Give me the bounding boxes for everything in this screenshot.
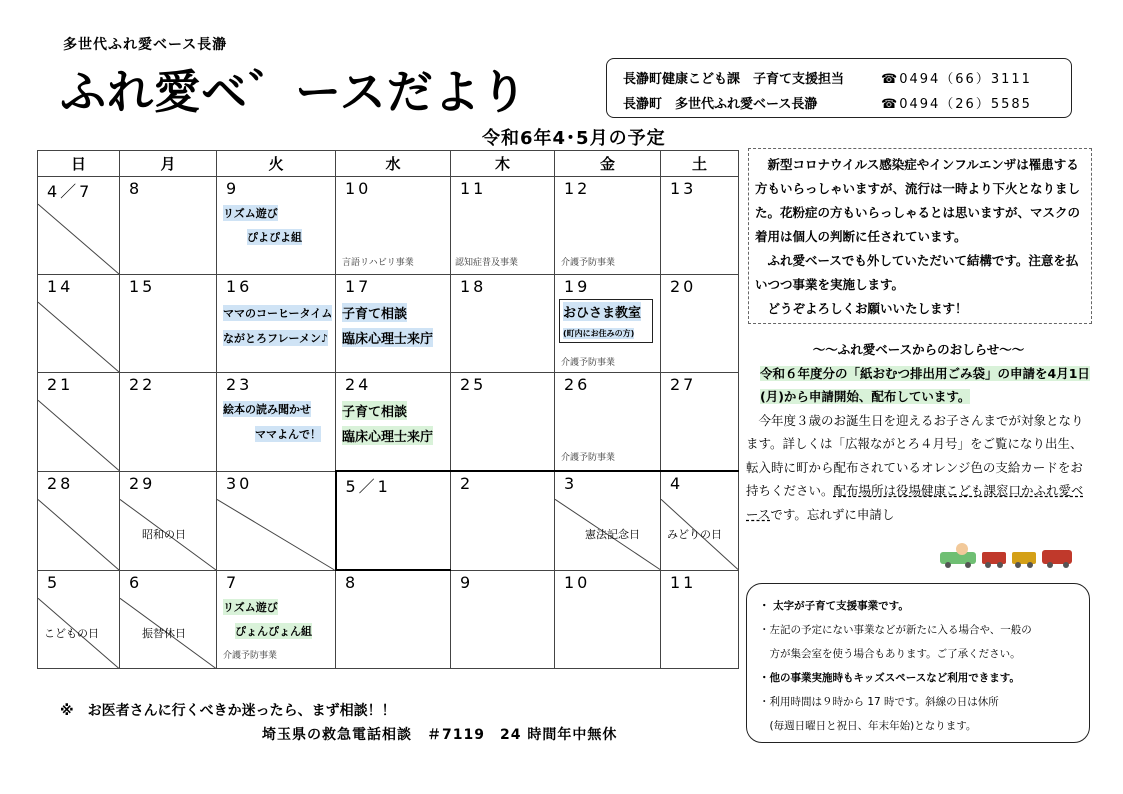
event-label: ながとろフレーメン♪ xyxy=(223,332,329,345)
day-number: 5 xyxy=(47,572,61,592)
holiday-label: 憲法記念日 xyxy=(585,528,640,541)
org-name: 多世代ふれ愛ベース長瀞 xyxy=(63,37,228,53)
day-number: 21 xyxy=(47,375,74,394)
day-number: 29 xyxy=(129,473,156,493)
day-cell xyxy=(38,275,120,373)
event-box xyxy=(559,299,653,343)
notice-text: 新型コロナウイルス感染症やインフルエンザは罹患する方もいらっしゃいますが、流行は一時より下火となりました。花粉症の方もいらっしゃるとは思いますが、マスクの着用は個人の判断に任されています。 xyxy=(755,157,1081,244)
contact-row xyxy=(623,65,1061,90)
day-cell xyxy=(217,177,336,275)
day-cell xyxy=(217,275,336,373)
day-number: 26 xyxy=(564,375,591,394)
day-cell xyxy=(38,373,120,472)
event-label: (町内にお住みの方) xyxy=(563,329,635,338)
day-cell xyxy=(336,570,451,669)
day-number: 19 xyxy=(564,277,591,296)
event-note: 介護予防事業 xyxy=(561,258,616,268)
holiday-label: こどもの日 xyxy=(44,626,99,640)
announcement-body xyxy=(746,409,1091,522)
notice-text: どうぞよろしくお願いいたします！ xyxy=(755,301,968,316)
day-number: 30 xyxy=(226,473,253,493)
day-number: 7 xyxy=(226,572,240,592)
weekday-header: 火 xyxy=(217,151,336,177)
day-number: 15 xyxy=(129,277,156,296)
event-label: 絵本の読み聞かせ xyxy=(223,403,311,416)
legend-item: ・利用時間は９時から 17 時です。斜線の日は休所 xyxy=(759,696,999,708)
day-cell xyxy=(38,570,120,669)
day-cell xyxy=(38,177,120,275)
calendar-week xyxy=(38,373,739,472)
day-cell xyxy=(120,177,217,275)
announcement-heading: 〜〜ふれ愛ベースからのおしらせ〜〜 xyxy=(812,342,1025,357)
day-cell xyxy=(451,471,555,570)
day-cell xyxy=(38,471,120,570)
day-number: 10 xyxy=(345,179,372,198)
day-cell xyxy=(451,177,555,275)
day-number: 16 xyxy=(226,277,253,296)
day-number: 14 xyxy=(47,277,74,296)
day-cell xyxy=(555,570,661,669)
calendar-week xyxy=(38,177,739,275)
event-label: リズム遊び xyxy=(223,600,278,614)
event-label: 子育て相談 xyxy=(342,401,407,420)
day-cell xyxy=(217,471,336,570)
day-cell xyxy=(120,471,217,570)
event-label: リズム遊び xyxy=(223,207,278,220)
day-cell xyxy=(120,373,217,472)
legend-box xyxy=(746,583,1090,743)
day-cell xyxy=(336,177,451,275)
holiday-label: 振替休日 xyxy=(142,626,186,640)
day-cell xyxy=(217,373,336,472)
weekday-header: 水 xyxy=(336,151,451,177)
legend-item: (毎週日曜日と祝日、年末年始)となります。 xyxy=(759,720,977,732)
day-number: 25 xyxy=(460,375,487,394)
contact-box xyxy=(606,58,1072,118)
day-number: 11 xyxy=(460,179,487,198)
announcement-text: 今年度３歳のお誕生日を迎えるお子さんまでが対象となります。詳しくは「広報ながとろ４月号」をご覧になり出生、転入時に町から配布されているオレンジ色の支給カードをお持ちください。 xyxy=(746,412,1084,498)
day-cell xyxy=(661,471,739,570)
event-label: ママよんで！ xyxy=(255,428,321,441)
day-cell xyxy=(661,275,739,373)
day-number: 13 xyxy=(670,179,697,198)
weekday-header: 金 xyxy=(555,151,661,177)
announcement-underlined: 配布場所は役場健康こども課窓口かふれ愛ベース xyxy=(746,483,1084,522)
holiday-label: みどりの日 xyxy=(667,528,722,541)
day-cell xyxy=(555,177,661,275)
announcement-section xyxy=(746,338,1091,522)
day-cell xyxy=(120,570,217,669)
day-number: 6 xyxy=(129,572,143,592)
notice-text: ふれ愛ベースでも外していただいて結構です。注意を払いつつ事業を実施します。 xyxy=(755,253,1079,292)
day-number: 3 xyxy=(564,474,578,493)
event-note: 介護予防事業 xyxy=(561,453,616,463)
calendar-week xyxy=(38,471,739,570)
newsletter-title: ふれ愛ベ゛ースだより xyxy=(60,65,528,119)
day-cell xyxy=(661,177,739,275)
day-number: 24 xyxy=(345,375,372,394)
day-cell xyxy=(661,570,739,669)
day-cell xyxy=(451,373,555,472)
announcement-text: です。忘れずに申請し xyxy=(770,506,895,522)
weekday-header-row xyxy=(38,151,739,177)
day-cell xyxy=(336,471,451,570)
day-cell xyxy=(217,570,336,669)
day-number: 12 xyxy=(564,179,591,198)
day-number: 28 xyxy=(47,473,74,493)
calendar-table xyxy=(37,150,739,669)
event-label: おひさま教室 xyxy=(563,302,641,321)
calendar-week xyxy=(38,570,739,669)
day-cell xyxy=(451,570,555,669)
day-number: 22 xyxy=(129,375,156,394)
contact-row xyxy=(623,90,1061,115)
weekday-header: 日 xyxy=(38,151,120,177)
day-cell xyxy=(555,471,661,570)
day-number: 27 xyxy=(670,375,697,394)
day-cell xyxy=(336,275,451,373)
event-label: ぴょんぴょん組 xyxy=(235,624,312,638)
contact-tel: ☎0494（66）3111 xyxy=(881,72,1032,87)
day-number: 9 xyxy=(460,572,474,592)
event-label: 子育て相談 xyxy=(342,303,407,322)
footer-note: ※ お医者さんに行くべきか迷ったら、まず相談！！ xyxy=(60,703,396,719)
day-cell xyxy=(661,373,739,472)
contact-name: 長瀞町 多世代ふれ愛ベース長瀞 xyxy=(623,97,818,112)
weekday-header: 土 xyxy=(661,151,739,177)
event-note: 介護予防事業 xyxy=(223,650,278,661)
legend-item: ・ 太字が子育て支援事業です。 xyxy=(759,600,909,612)
day-number: 4 xyxy=(670,474,684,493)
day-cell xyxy=(451,275,555,373)
contact-name: 長瀞町健康こども課 子育て支援担当 xyxy=(623,72,845,87)
day-number: 18 xyxy=(460,277,487,296)
event-label: ママのコーヒータイム xyxy=(223,307,333,320)
event-label: ぴよぴよ組 xyxy=(247,231,302,244)
event-note: 介護予防事業 xyxy=(561,358,616,368)
contact-tel: ☎0494（26）5585 xyxy=(881,97,1032,112)
footer-hotline: 埼玉県の救急電話相談 ＃7119 24 時間年中無休 xyxy=(262,727,618,743)
holiday-label: 昭和の日 xyxy=(142,527,186,541)
day-cell xyxy=(120,275,217,373)
weekday-header: 月 xyxy=(120,151,217,177)
day-cell xyxy=(555,275,661,373)
day-number: 23 xyxy=(226,375,253,394)
calendar-week xyxy=(38,275,739,373)
day-number: 8 xyxy=(129,179,143,198)
day-number: 2 xyxy=(460,474,474,493)
day-number: 10 xyxy=(564,572,591,592)
weekday-header: 木 xyxy=(451,151,555,177)
notice-box xyxy=(748,148,1092,324)
day-number: 4／7 xyxy=(47,182,93,201)
announcement-highlight: 令和６年度分の「紙おむつ排出用ごみ袋」の申請を4月1日(月)から申請開始、配布しています。 xyxy=(760,365,1090,404)
day-number: 17 xyxy=(345,277,372,296)
event-note: 言語リハビリ事業 xyxy=(342,258,414,268)
event-label: 臨床心理士来庁 xyxy=(342,426,433,445)
period-title: 令和6年4･5月の予定 xyxy=(482,128,666,149)
legend-item: 方が集会室を使う場合もあります。ご了承ください。 xyxy=(759,648,1021,660)
day-number: 9 xyxy=(226,179,240,198)
legend-item: ・左記の予定にない事業などが新たに入る場合や、一般の xyxy=(759,624,1032,636)
day-number: 20 xyxy=(670,277,697,296)
day-number: 5／1 xyxy=(345,477,391,496)
legend-item: ・他の事業実施時もキッズスペースなど利用できます。 xyxy=(759,672,1020,684)
day-cell xyxy=(336,373,451,472)
train-illustration xyxy=(938,540,1078,568)
day-number: 8 xyxy=(345,573,359,592)
event-label: 臨床心理士来庁 xyxy=(342,328,433,347)
day-cell xyxy=(555,373,661,472)
day-number: 11 xyxy=(670,572,697,592)
event-note: 認知症普及事業 xyxy=(455,258,519,268)
